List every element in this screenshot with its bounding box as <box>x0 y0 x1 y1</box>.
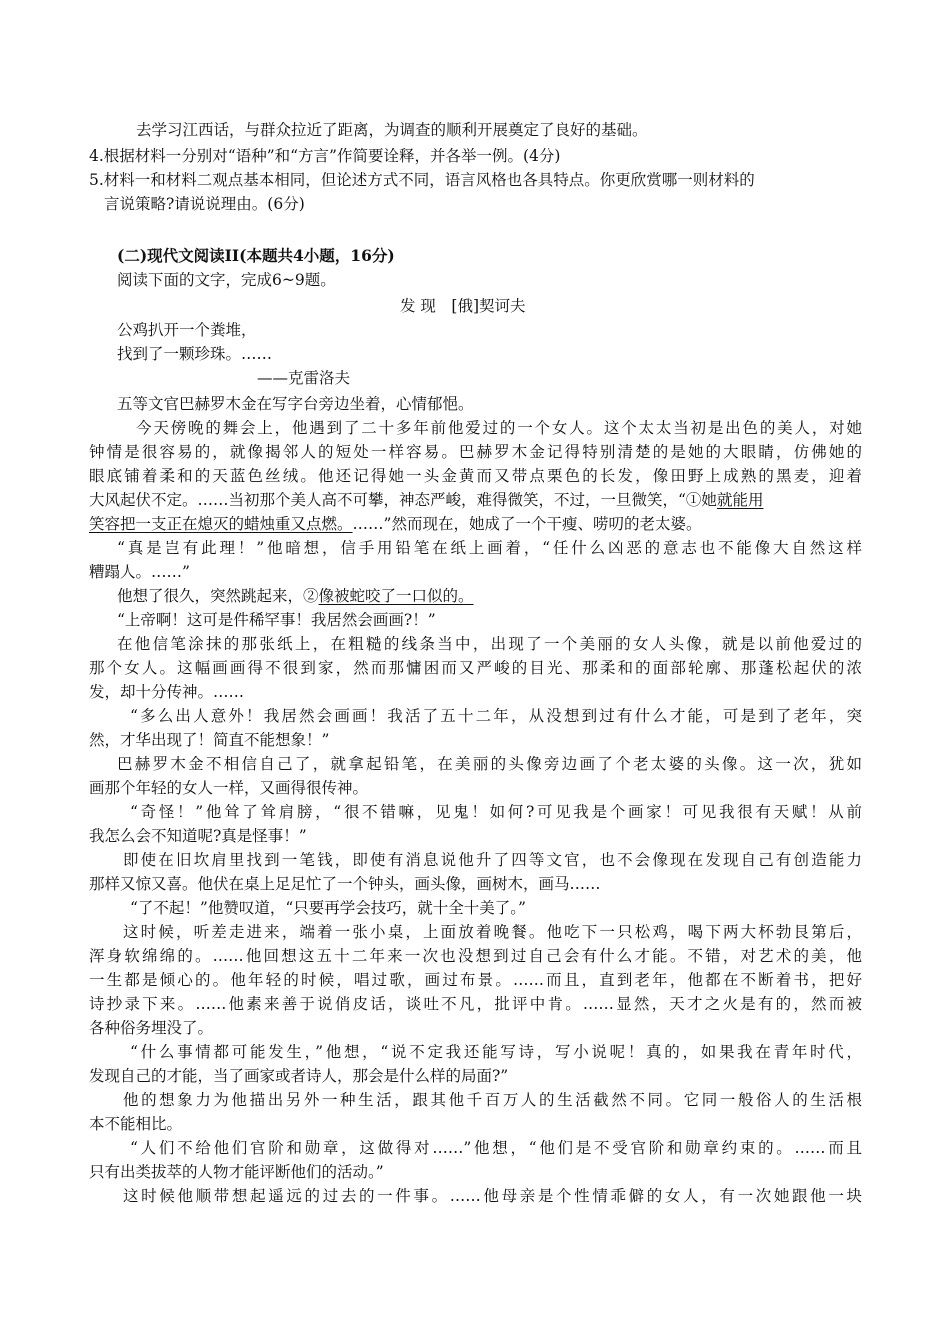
story-line: 钟情是很容易的，就像揭邻人的短处一样容易。巴赫罗木金记得特别清楚的是她的大眼睛，仿佛她的 <box>89 443 862 461</box>
story-line: 发现自己的才能，当了画家或者诗人，那会是什么样的局面?” <box>89 1067 509 1085</box>
story-line: 这时候他顺带想起遥远的过去的一件事。……他母亲是个性情乖僻的女人，有一次她跟他一块 <box>123 1187 862 1205</box>
story-line: 糟蹋人。……” <box>89 563 190 581</box>
story-line: “上帝啊！这可是件稀罕事！我居然会画画?！” <box>117 611 436 629</box>
story-line <box>117 584 474 608</box>
story-line: 那个女人。这幅画画得不很到家，然而那慵困而又严峻的目光、那柔和的面部轮廓、那蓬松起伏的浓 <box>89 659 862 677</box>
story-text: 他想了很久，突然跳起来，② <box>117 587 319 605</box>
question-5-line-1: 5.材料一和材料二观点基本相同，但论述方式不同，语言风格也各具特点。你更欣赏哪一则材料的 <box>89 171 755 189</box>
question-4: 4.根据材料一分别对“语种”和“方言”作简要诠释，并各举一例。(4分) <box>89 147 561 165</box>
story-line: 各种俗务埋没了。 <box>89 1019 214 1037</box>
story-line: 那样又惊又喜。他伏在桌上足足忙了一个钟头，画头像，画树木，画马…… <box>89 875 601 893</box>
story-line: 我怎么会不知道呢?真是怪事！” <box>89 827 307 845</box>
story-line: 巴赫罗木金不相信自己了，就拿起铅笔，在美丽的头像旁边画了个老太婆的头像。这一次，犹如 <box>117 755 862 773</box>
section-heading: (二)现代文阅读II(本题共4小题，16分) <box>117 246 395 265</box>
story-line: “真是岂有此理！”他暗想，信手用铅笔在纸上画着，“任什么凶恶的意志也不能像大自然这样 <box>117 539 862 557</box>
underlined-sentence-2: 像被蛇咬了一口似的。 <box>318 587 474 605</box>
prev-material-line-end: 去学习江西话，与群众拉近了距离，为调查的顺利开展奠定了良好的基础。 <box>136 121 648 139</box>
story-line: 然，才华出现了！简直不能想象！” <box>89 731 330 749</box>
story-paragraph: 五等文官巴赫罗木金在写字台旁边坐着，心情郁悒。 <box>117 395 474 413</box>
story-text: ……”然而现在，她成了一个干瘦、唠叨的老太婆。 <box>352 515 702 533</box>
story-line: “人们不给他们官阶和勋章，这做得对……”他想，“他们是不受官阶和勋章约束的。……而且 <box>130 1139 862 1157</box>
story-line: 一生都是倾心的。他年轻的时候，唱过歌，画过布景。……而且，直到老年，他都在不断着书，把好 <box>89 971 862 989</box>
question-5-line-2: 言说策略?请说说理由。(6分) <box>104 195 305 213</box>
story-line: 本不能相比。 <box>89 1115 183 1133</box>
story-line <box>89 488 763 512</box>
epigraph-attribution: ——克雷洛夫 <box>257 369 351 387</box>
story-line: “了不起！”他赞叹道，“只要再学会技巧，就十全十美了。” <box>130 899 526 917</box>
story-line: 发，却十分传神。…… <box>89 683 245 701</box>
story-line: 这时候，听差走进来，端着一张小桌，上面放着晚餐。他吃下一只松鸡，喝下两大杯勃艮第后， <box>123 923 862 941</box>
story-line: 画那个年轻的女人一样，又画得很传神。 <box>89 779 369 797</box>
section-instruction: 阅读下面的文字，完成6~9题。 <box>117 271 336 289</box>
story-line: “奇怪！”他耸了耸肩膀，“很不错嘛，见鬼！如何?可见我是个画家！可见我很有天赋！从前 <box>130 803 862 821</box>
story-line: 他的想象力为他描出另外一种生活，跟其他千百万人的生活截然不同。它同一般俗人的生活根 <box>123 1091 862 1109</box>
story-text: 大风起伏不定。……当初那个美人高不可攀，神态严峻，难得微笑，不过，一旦微笑，“①她 <box>89 491 717 509</box>
story-line: “多么出人意外！我居然会画画！我活了五十二年，从没想到过有什么才能，可是到了老年，突 <box>130 707 862 725</box>
epigraph-line-2: 找到了一颗珍珠。…… <box>117 345 273 363</box>
story-line: 今天傍晚的舞会上，他遇到了二十多年前他爱过的一个女人。这个太太当初是出色的美人，对她 <box>136 419 862 437</box>
story-line: 浑身软绵绵的。……他回想这五十二年来一次也没想到过自己会有什么才能。不错，对艺术的美，他 <box>89 947 862 965</box>
story-title: 发 现 [俄]契诃夫 <box>400 297 526 315</box>
story-line: “什么事情都可能发生，”他想，“说不定我还能写诗，写小说呢！真的，如果我在青年时代， <box>130 1043 862 1061</box>
epigraph-line-1: 公鸡扒开一个粪堆， <box>117 321 257 339</box>
story-line: 只有出类拔萃的人物才能评断他们的活动。” <box>89 1163 384 1181</box>
story-line: 眼底铺着柔和的天蓝色丝绒。他还记得她一头金黄而又带点栗色的长发，像田野上成熟的黑麦，迎着 <box>89 467 862 485</box>
story-line: 即使在旧坎肩里找到一笔钱，即使有消息说他升了四等文官，也不会像现在发现自己有创造能力 <box>123 851 862 869</box>
story-line <box>89 512 701 536</box>
underlined-sentence-1-cont: 笑容把一支正在熄灭的蜡烛重又点燃。 <box>89 515 353 533</box>
underlined-sentence-1: 就能用 <box>716 491 764 509</box>
story-line: 在他信笔涂抹的那张纸上，在粗糙的线条当中，出现了一个美丽的女人头像，就是以前他爱过的 <box>117 635 862 653</box>
story-line: 诗抄录下来。……他素来善于说俏皮话，谈吐不凡，批评中肯。……显然，天才之火是有的，然而被 <box>89 995 862 1013</box>
